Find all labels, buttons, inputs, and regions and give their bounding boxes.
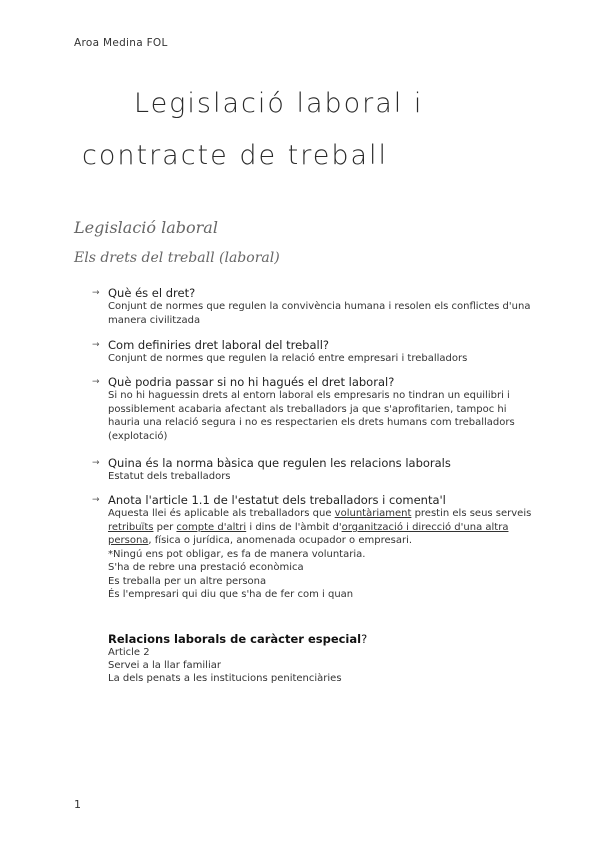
question-item (92, 456, 532, 484)
special-line: Servei a la llar familiar (108, 660, 221, 671)
question-text: Què podria passar si no hi hagués el dret laboral? (108, 375, 395, 389)
answer-text: Estatut dels treballadors (108, 471, 231, 482)
arrow-bullet-icon: → (92, 377, 100, 387)
special-heading: Relacions laborals de caràcter especial (108, 632, 362, 646)
article-fragment: prestin els seus serveis (411, 508, 532, 519)
question-item (92, 338, 532, 366)
arrow-bullet-icon: → (92, 458, 100, 468)
comment-line: És l'empresari qui diu que s'ha de fer com i quan (108, 589, 354, 600)
special-line: Article 2 (108, 647, 150, 658)
page-number: 1 (74, 798, 81, 811)
arrow-bullet-icon: → (92, 340, 100, 350)
question-text: Com definiries dret laboral del treball? (108, 338, 330, 352)
answer-text: Conjunt de normes que regulen la relació entre empresari i treballadors (108, 353, 468, 364)
arrow-bullet-icon: → (92, 288, 100, 298)
article-fragment: per (153, 521, 177, 533)
subsection-heading: Els drets del treball (laboral) (74, 250, 280, 266)
answer-text: Conjunt de normes que regulen la convivència humana i resolen els conflictes d'una manera civilitzada (108, 301, 531, 326)
article-fragment: Aquesta llei és aplicable als treballadors que (108, 508, 335, 519)
question-item (92, 286, 532, 327)
section-heading: Legislació laboral (74, 218, 218, 237)
comment-line: Es treballa per un altre persona (108, 575, 267, 587)
question-item (92, 375, 532, 443)
article-fragment: , física o jurídica, anomenada ocupador o empresari. (148, 535, 413, 546)
question-item (92, 493, 532, 602)
question-text: Què és el dret? (108, 286, 196, 300)
underlined-term: voluntàriament (334, 508, 412, 519)
author-header: Aroa Medina FOL (74, 37, 168, 49)
underlined-term: compte d'altri (176, 521, 247, 533)
underlined-term: retribuïts (108, 521, 154, 533)
question-text: Anota l'article 1.1 de l'estatut dels treballadors i comenta'l (108, 493, 446, 507)
question-mark: ? (361, 632, 368, 646)
comment-line: S'ha de rebre una prestació econòmica (108, 562, 304, 573)
arrow-bullet-icon: → (92, 495, 100, 505)
underlined-term: organització i direcció d'una altra persona (108, 521, 509, 546)
special-relations-block (108, 633, 528, 685)
article-fragment: i dins de l'àmbit d' (246, 521, 342, 533)
page-title-line2: contracte de treball (82, 140, 389, 171)
special-line: La dels penats a les institucions penitenciàries (108, 673, 342, 684)
comment-line: *Ningú ens pot obligar, es fa de manera voluntaria. (108, 548, 366, 560)
answer-text: Si no hi haguessin drets al entorn laboral els empresaris no tindran un equilibri i possiblement acabaria afectant als treballadors ja que s'aprofitarien, tampoc hi hauria una relació segura i no es respectarien els drets humans com treballadors (explotació) (108, 390, 515, 442)
question-text: Quina és la norma bàsica que regulen les relacions laborals (108, 456, 451, 470)
page-title-line1: Legislació laboral i (134, 88, 424, 119)
article-text (108, 507, 532, 602)
